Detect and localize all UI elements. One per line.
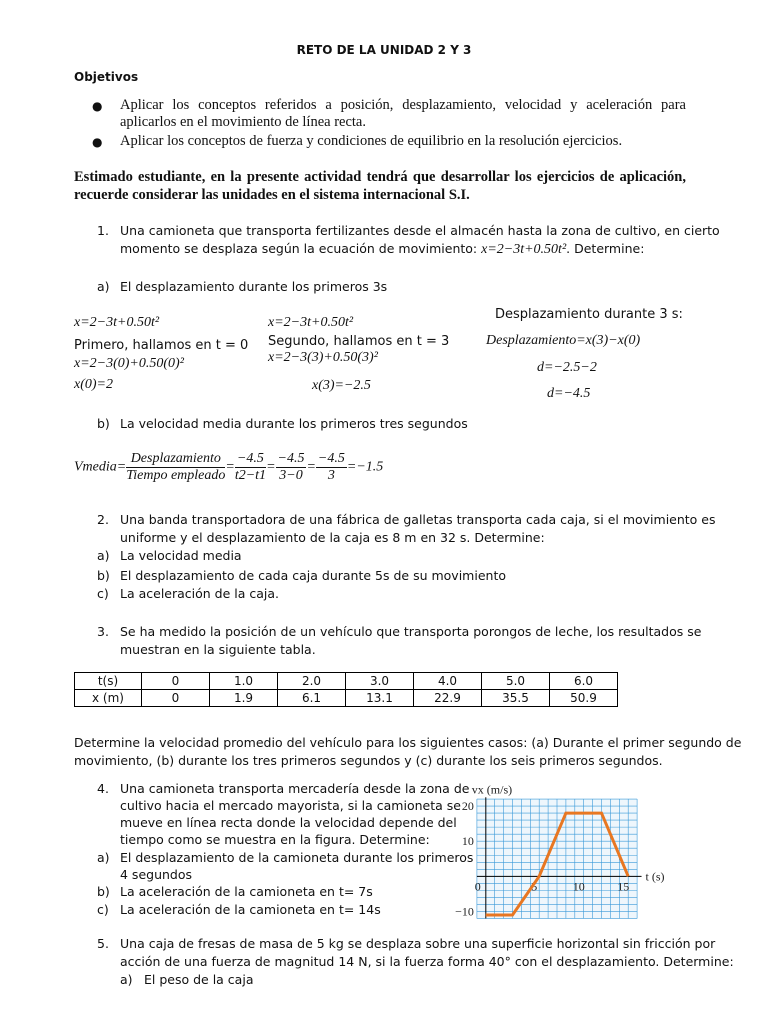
solution-note: Desplazamiento durante 3 s: [495, 307, 683, 322]
formula-part: Vmedia= [74, 459, 127, 475]
item-label: c) [97, 902, 109, 917]
question-text: muestran en la siguiente tabla. [120, 642, 316, 657]
vmedia-formula [74, 451, 383, 484]
item-text: El desplazamiento de la camioneta durante los primeros [120, 850, 474, 865]
fraction-denominator: 3 [327, 468, 335, 483]
fraction [126, 451, 225, 484]
fraction [235, 451, 266, 484]
objective-item: Aplicar los conceptos de fuerza y condiciones de equilibrio en la resolución ejercicios. [120, 133, 623, 149]
table-cell: 0 [142, 690, 210, 707]
bullet-icon: ● [92, 135, 103, 149]
bullet-icon: ● [92, 99, 103, 113]
item-text: La velocidad media [120, 548, 242, 563]
y-axis-title: vx (m/s) [471, 782, 513, 797]
objective-item: Aplicar los conceptos referidos a posición, desplazamiento, velocidad y aceleración para aplicarlos en el movimiento de línea recta. [120, 97, 686, 130]
y-tick-label: −10 [455, 904, 474, 919]
page-title: RETO DE LA UNIDAD 2 Y 3 [296, 43, 472, 57]
question-text: cultivo hacia el mercado mayorista, si la camioneta se [120, 798, 461, 813]
table-cell: 13.1 [346, 690, 414, 707]
item-label: a) [97, 279, 110, 294]
equation-line: d=−4.5 [547, 386, 591, 401]
solution-note: Segundo, hallamos en t = 3 [268, 334, 450, 349]
question-text: Se ha medido la posición de un vehículo que transporta porongos de leche, los resultados se [120, 624, 702, 639]
item-text: El desplazamiento durante los primeros 3s [120, 279, 388, 294]
table-cell: 5.0 [482, 673, 550, 690]
table-cell: t(s) [75, 673, 142, 690]
question-text: tiempo como se muestra en la figura. Determine: [120, 832, 430, 847]
item-label: b) [97, 568, 110, 583]
table-cell: x (m) [75, 690, 142, 707]
question-text: Una camioneta transporta mercadería desde la zona de [120, 781, 470, 796]
intro-paragraph: Estimado estudiante, en la presente actividad tendrá que desarrollar los ejercicios de aplicación, recuerde considerar las unidades en el sistema internacional S.I. [74, 169, 686, 203]
table-cell: 0 [142, 673, 210, 690]
table-row [75, 673, 618, 690]
item-text: La aceleración de la caja. [120, 586, 280, 601]
table-cell: 50.9 [550, 690, 618, 707]
chart-grid [474, 799, 637, 918]
fraction-numerator: −4.5 [317, 451, 345, 466]
x-tick-label: 15 [617, 879, 630, 894]
equation-line: x=2−3t+0.50t² [74, 315, 160, 330]
item-label: c) [97, 586, 109, 601]
equation-line: x(0)=2 [74, 377, 113, 392]
table-cell: 22.9 [414, 690, 482, 707]
fraction-numerator: −4.5 [235, 451, 266, 468]
question-text-part: momento se desplaza según la ecuación de movimiento: [120, 241, 478, 256]
equation-line: x(3)=−2.5 [312, 378, 371, 393]
formula-part: = [266, 459, 276, 475]
item-label: a) [120, 972, 133, 987]
table-cell: 1.0 [210, 673, 278, 690]
table-cell: 6.1 [278, 690, 346, 707]
solution-note: Primero, hallamos en t = 0 [74, 338, 249, 353]
table-cell: 3.0 [346, 673, 414, 690]
question-number: 4. [97, 781, 109, 796]
x-tick-label: 0 [474, 879, 481, 894]
question-text: acción de una fuerza de magnitud 14 N, si la fuerza forma 40° con el desplazamiento. Determine: [120, 954, 734, 969]
question-text [120, 241, 644, 258]
item-label: a) [97, 548, 110, 563]
item-label: b) [97, 416, 110, 431]
fraction-denominator: Tiempo empleado [126, 468, 226, 483]
motion-equation: x=2−3t+0.50t² [481, 242, 567, 257]
velocity-time-chart [450, 772, 690, 932]
formula-part: = [306, 459, 316, 475]
equation-line: x=2−3t+0.50t² [268, 315, 354, 330]
x-tick-label: 10 [572, 879, 585, 894]
table-cell: 2.0 [278, 673, 346, 690]
table-cell: 35.5 [482, 690, 550, 707]
position-table [74, 672, 618, 707]
table-row [75, 690, 618, 707]
table-cell: 4.0 [414, 673, 482, 690]
question-text: movimiento, (b) durante los tres primeros segundos y (c) durante los seis primeros segundos. [74, 753, 663, 768]
item-text: La velocidad media durante los primeros tres segundos [120, 416, 468, 431]
item-text: La aceleración de la camioneta en t= 14s [120, 902, 381, 917]
question-text: Determine la velocidad promedio del vehículo para los siguientes casos: (a) Durante el primer segundo de [74, 735, 742, 750]
question-number: 1. [97, 223, 109, 238]
question-number: 2. [97, 512, 109, 527]
x-tick-label: 5 [531, 879, 538, 894]
x-axis-title: t (s) [645, 869, 665, 884]
table-cell: 1.9 [210, 690, 278, 707]
y-tick-label: 10 [461, 834, 474, 849]
equation-line: x=2−3(0)+0.50(0)² [74, 356, 184, 371]
equation-line: x=2−3(3)+0.50(3)² [268, 350, 378, 365]
fraction-numerator: Desplazamiento [126, 451, 225, 468]
item-text: 4 segundos [120, 867, 193, 882]
question-text: Una camioneta que transporta fertilizantes desde el almacén hasta la zona de cultivo, en cierto [120, 223, 720, 238]
question-text-part: . Determine: [566, 241, 645, 256]
question-text: Una caja de fresas de masa de 5 kg se desplaza sobre una superficie horizontal sin fricción por [120, 936, 716, 951]
item-text: El peso de la caja [144, 972, 254, 987]
question-number: 5. [97, 936, 109, 951]
formula-part: =−1.5 [346, 459, 384, 475]
question-text: Una banda transportadora de una fábrica de galletas transporta cada caja, si el movimiento es [120, 512, 716, 527]
fraction-numerator: −4.5 [277, 451, 305, 466]
question-text: uniforme y el desplazamiento de la caja es 8 m en 32 s. Determine: [120, 530, 545, 545]
objectives-heading: Objetivos [74, 70, 139, 84]
formula-part: = [225, 459, 235, 475]
item-label: a) [97, 850, 110, 865]
fraction [316, 451, 347, 484]
question-text: mueve en línea recta donde la velocidad depende del [120, 815, 457, 830]
question-number: 3. [97, 624, 109, 639]
table-cell: 6.0 [550, 673, 618, 690]
fraction-denominator: 3−0 [279, 468, 303, 483]
item-text: El desplazamiento de cada caja durante 5s de su movimiento [120, 568, 506, 583]
fraction-denominator: t2−t1 [234, 468, 267, 483]
equation-line: Desplazamiento=x(3)−x(0) [486, 333, 641, 348]
equation-line: d=−2.5−2 [537, 360, 597, 375]
item-text: La aceleración de la camioneta en t= 7s [120, 884, 373, 899]
item-label: b) [97, 884, 110, 899]
y-tick-label: 20 [461, 799, 474, 814]
fraction [276, 451, 307, 484]
